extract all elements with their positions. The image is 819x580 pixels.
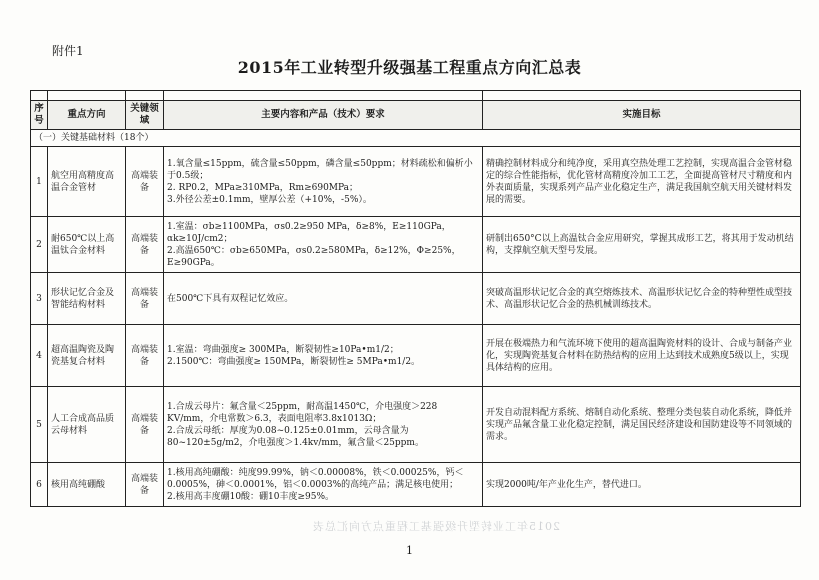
row-level: 高端装备	[126, 325, 164, 387]
section-label: （一）关键基础材料（18个）	[31, 130, 801, 147]
row-content	[164, 217, 483, 273]
header-content: 主要内容和产品（技术）要求	[164, 101, 483, 130]
row-no: 2	[31, 217, 48, 273]
section-row	[31, 130, 801, 147]
header-no: 序号	[31, 101, 48, 130]
row-content	[164, 273, 483, 325]
header-row	[31, 101, 801, 130]
row-direction: 形状记忆合金及智能结构材料	[48, 273, 126, 325]
table-row	[31, 325, 801, 387]
row-direction: 航空用高精度高温合金管材	[48, 147, 126, 217]
row-goal: 研制出650°C以上高温钛合金应用研究，掌握其成形工艺，将其用于发动机结构，支撑航空航天型号发展。	[483, 217, 801, 273]
content-line: 1.核用高纯硼酸：纯度99.99%，钠＜0.00008%，铁＜0.00025%，钙＜0.0005%，砷＜0.0001%，铝＜0.0003%的高纯产品；满足核电使用；	[167, 467, 464, 490]
content-line: 2. RP0.2，MPa≥310MPa，Rm≥690MPa；	[167, 182, 359, 193]
content-line: 在500℃下具有双程记忆效应。	[167, 293, 294, 304]
row-goal: 开展在极端热力和气流环境下使用的超高温陶瓷材料的设计、合成与制备产业化，实现陶瓷基复合材料在防热结构的应用上达到技术成熟度5级以上，实现具体结构的应用。	[483, 325, 801, 387]
row-direction: 人工合成高品质云母材料	[48, 387, 126, 463]
row-content	[164, 325, 483, 387]
header-direction: 重点方向	[48, 101, 126, 130]
content-line: 2.高温650℃：σb≥650MPa，σs0.2≥580MPa，δ≥12%，Φ≥25%，E≥90GPa。	[167, 245, 461, 268]
content-line: 1.氧含量≤15ppm，硫含量≤50ppm，磷含量≤50ppm；材料疏松和偏析小于0.5级；	[167, 158, 473, 181]
attachment-label: 附件1	[52, 44, 84, 58]
row-direction: 核用高纯硼酸	[48, 463, 126, 507]
row-level: 高端装备	[126, 463, 164, 507]
content-line: 1.室温：σb≥1100MPa，σs0.2≥950 MPa，δ≥8%，E≥110GPa，αk≥10J/cm2；	[167, 221, 451, 244]
row-level: 高端装备	[126, 273, 164, 325]
summary-table	[30, 90, 801, 507]
row-no: 6	[31, 463, 48, 507]
content-line: 1.合成云母片：氟含量＜25ppm，耐高温1450℃，介电强度＞228 KV/mm，介电常数＞6.3，表面电阻率3.8x1013Ω；	[167, 401, 438, 424]
top-spacer-row	[31, 91, 801, 101]
content-line: 2.核用高丰度硼10酸：硼10丰度≥95%。	[167, 491, 335, 502]
header-goal: 实施目标	[483, 101, 801, 130]
row-no: 5	[31, 387, 48, 463]
row-level: 高端装备	[126, 147, 164, 217]
table-row	[31, 463, 801, 507]
row-no: 3	[31, 273, 48, 325]
row-goal: 实现2000吨/年产业化生产，替代进口。	[483, 463, 801, 507]
row-direction: 超高温陶瓷及陶瓷基复合材料	[48, 325, 126, 387]
page-number: 1	[406, 544, 413, 557]
content-line: 3.外径公差±0.1mm，壁厚公差（+10%，-5%）。	[167, 194, 372, 205]
row-level: 高端装备	[126, 387, 164, 463]
row-direction: 耐650℃以上高温钛合金材料	[48, 217, 126, 273]
table-row	[31, 217, 801, 273]
row-content	[164, 463, 483, 507]
row-goal: 突破高温形状记忆合金的真空熔炼技术、高温形状记忆合金的特种塑性成型技术、高温形状记忆合金的热机械训练技术。	[483, 273, 801, 325]
content-line: 2.1500℃：弯曲强度≥ 150MPa，断裂韧性≥ 5MPa•m1/2。	[167, 356, 421, 367]
header-level: 关键领域	[126, 101, 164, 130]
row-goal: 开发自动混料配方系统、熔制自动化系统、整理分类包装自动化系统，降低并实现产品氟含量工业化稳定控制，满足国民经济建设和国防建设等不同领域的需求。	[483, 387, 801, 463]
row-content	[164, 387, 483, 463]
row-content	[164, 147, 483, 217]
row-no: 4	[31, 325, 48, 387]
document-title: 2015年工业转型升级强基工程重点方向汇总表	[237, 58, 582, 77]
bleed-through-text: 2015年工业转型升级强基工程重点方向汇总表	[312, 520, 560, 533]
content-line: 2.合成云母纸：厚度为0.08~0.125±0.01mm，云母含量为80~120±5g/m2，介电强度＞1.4kv/mm，氟含量＜25ppm。	[167, 425, 424, 448]
table-row	[31, 147, 801, 217]
table-row	[31, 387, 801, 463]
row-no: 1	[31, 147, 48, 217]
table-row	[31, 273, 801, 325]
content-line: 1.室温：弯曲强度≥ 300MPa，断裂韧性≥10Pa•m1/2；	[167, 344, 399, 355]
row-level: 高端装备	[126, 217, 164, 273]
row-goal: 精确控制材料成分和纯净度，采用真空热处理工艺控制，实现高温合金管材稳定的综合性能指标，优化管材高精度冷加工工艺，全面提高管材尺寸精度和内外表面质量，实现系列产品产业化稳定生产，满足我国航空航天用关键材料发展的需要。	[483, 147, 801, 217]
